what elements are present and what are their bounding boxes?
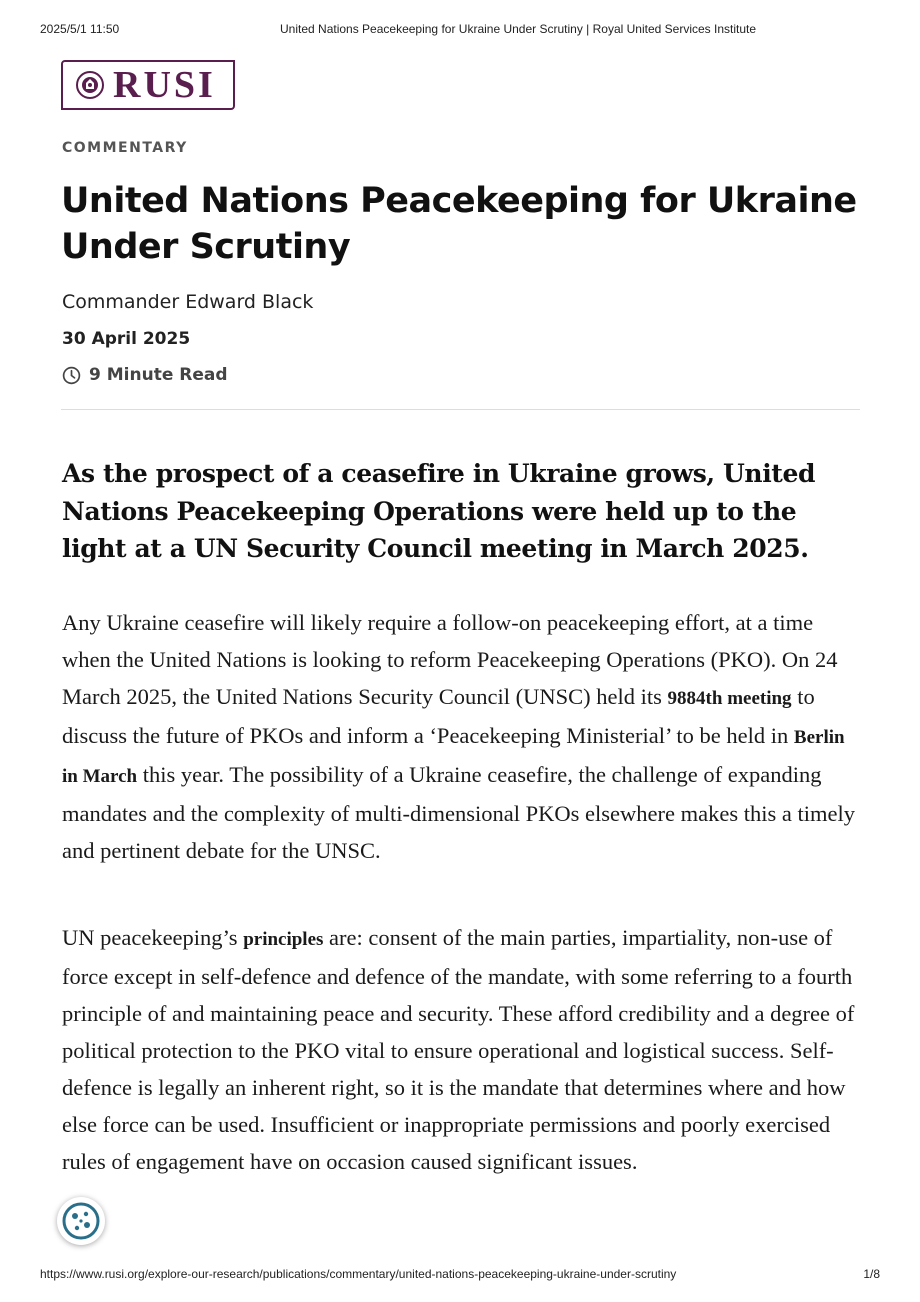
logo-wordmark: RUSI [113, 64, 216, 106]
article-category: COMMENTARY [62, 140, 188, 156]
article-author[interactable]: Commander Edward Black [62, 291, 314, 313]
print-page-title: United Nations Peacekeeping for Ukraine Under Scrutiny | Royal United Services Institute [280, 22, 757, 36]
print-footer [40, 1267, 880, 1283]
paragraph-text: UN peacekeeping’s [62, 925, 244, 950]
article-paragraph-2 [62, 919, 862, 1180]
clock-icon [62, 366, 81, 385]
page-number: 1/8 [863, 1267, 880, 1281]
cookie-icon [61, 1201, 101, 1241]
paragraph-text: to discuss the future of PKOs and inform a ‘Peacekeeping Ministerial’ to be held in [62, 684, 815, 748]
rusi-logo[interactable] [61, 60, 235, 110]
article-title: United Nations Peacekeeping for Ukraine Under Scrutiny [61, 181, 857, 267]
article-paragraph-1 [62, 604, 862, 869]
article-lede: As the prospect of a ceasefire in Ukraine grows, United Nations Peacekeeping Operations were held up to the light at a UN Security Council meeting in March 2025. [62, 459, 816, 563]
print-url: https://www.rusi.org/explore-our-research/publications/commentary/united-nations-peacekeeping-ukraine-under-scrutiny [40, 1267, 677, 1281]
paragraph-text: this year. The possibility of a Ukraine ceasefire, the challenge of expanding mandates and the complexity of multi-dimensional PKOs elsewhere makes this a timely and pertinent debate for the UNSC. [62, 762, 855, 863]
print-datetime: 2025/5/1 11:50 [40, 22, 120, 36]
header-divider [61, 409, 860, 410]
cookie-settings-button[interactable] [57, 1197, 105, 1245]
print-header [40, 22, 880, 38]
read-time [62, 365, 228, 385]
rusi-crest-icon [75, 70, 105, 100]
article-date: 30 April 2025 [62, 329, 191, 349]
read-time-label: 9 Minute Read [89, 365, 228, 385]
paragraph-text: are: consent of the main parties, impartiality, non-use of force except in self-defence and defence of the mandate, with some referring to a fourth principle of and maintaining peace and security. These afford credibility and a degree of political protection to the PKO vital to ensure operational and logistical success. Self-defence is legally an inherent right, so it is the mandate that determines where and how else force can be used. Insufficient or inappropriate permissions and poorly exercised rules of engagement have on occasion caused significant issues. [62, 925, 855, 1174]
principles-link[interactable]: principles [243, 929, 324, 950]
paragraph-text: Any Ukraine ceasefire will likely require a follow-on peacekeeping effort, at a time when the United Nations is looking to reform Peacekeeping Operations (PKO). On 24 March 2025, the United Nations Security Council (UNSC) held its [62, 610, 838, 709]
meeting-link[interactable]: 9884th meeting [667, 688, 792, 709]
berlin-link[interactable]: Berlin in March [62, 727, 845, 787]
